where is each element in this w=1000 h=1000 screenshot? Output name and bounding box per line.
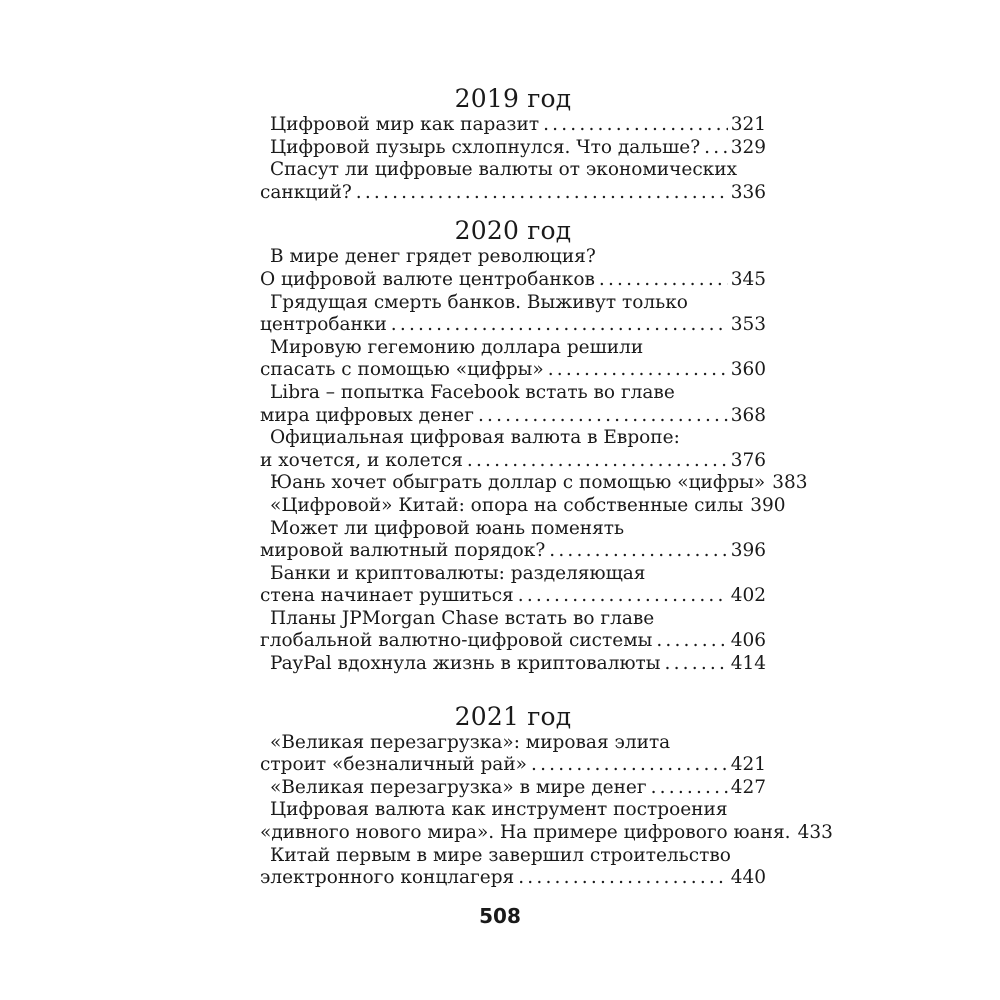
toc-section bbox=[260, 84, 766, 204]
toc-entry-title-line: центробанки bbox=[260, 314, 387, 336]
toc-entry-title-line: «дивного нового мира». На примере цифрового юаня. bbox=[260, 822, 791, 844]
toc-section bbox=[260, 701, 833, 890]
section-title: 2019 год bbox=[454, 84, 572, 113]
toc-entry-page-number: 321 bbox=[730, 114, 766, 135]
dot-leader bbox=[478, 405, 728, 428]
toc-entry bbox=[260, 845, 766, 890]
dot-leader bbox=[665, 653, 728, 676]
toc-entry-last-line bbox=[260, 314, 766, 337]
dot-leader bbox=[391, 314, 728, 337]
toc-entry-last-line bbox=[260, 630, 766, 653]
page-number: 508 bbox=[479, 904, 521, 928]
toc-entry-page-number: 345 bbox=[730, 268, 766, 290]
toc-entry-page-number: 406 bbox=[730, 630, 766, 652]
toc-entry bbox=[260, 292, 766, 337]
section-title: 2020 год bbox=[454, 216, 572, 246]
section-title: 2021 год bbox=[454, 701, 572, 731]
toc-entry bbox=[260, 732, 766, 777]
toc-entry-last-line bbox=[260, 494, 786, 518]
toc-entry-page-number: 402 bbox=[730, 585, 766, 607]
dot-leader bbox=[549, 540, 727, 563]
toc-entry-last-line bbox=[260, 867, 766, 890]
toc-entry-title-line: мировой валютный порядок? bbox=[260, 540, 546, 562]
toc-entry-title-line: Юань хочет обыграть доллар с помощью «цифры» bbox=[270, 472, 766, 494]
toc-entry-page-number: 427 bbox=[730, 776, 766, 798]
dot-leader bbox=[651, 777, 728, 800]
dot-leader bbox=[599, 269, 728, 292]
toc-entry-page-number: 414 bbox=[730, 653, 766, 675]
toc-entry-title-line: и хочется, и колется bbox=[260, 449, 463, 471]
toc-entry bbox=[260, 777, 766, 800]
toc-entry-page-number: 353 bbox=[730, 314, 766, 336]
dot-leader bbox=[467, 450, 728, 473]
toc-entry bbox=[260, 518, 766, 563]
toc-entry-page-number: 433 bbox=[797, 822, 833, 844]
toc-entry-title-line: мира цифровых денег bbox=[260, 404, 474, 426]
toc-section bbox=[260, 216, 808, 675]
toc-entry-page-number: 421 bbox=[730, 754, 766, 776]
toc-entry-title-line: О цифровой валюте центробанков bbox=[260, 268, 595, 290]
toc-entry-page-number: 440 bbox=[730, 867, 766, 889]
toc-entry-title-line: «Великая перезагрузка»: мировая элита bbox=[270, 731, 671, 753]
toc-entry bbox=[260, 337, 766, 382]
dot-leader bbox=[356, 182, 728, 205]
toc-entry-last-line bbox=[260, 472, 808, 495]
toc-entry-last-line bbox=[260, 540, 766, 563]
toc-entry bbox=[260, 114, 766, 137]
toc-entry-page-number: 329 bbox=[730, 136, 766, 158]
dot-leader bbox=[543, 114, 728, 137]
toc-entry-last-line bbox=[260, 822, 833, 845]
toc-entry-page-number: 336 bbox=[730, 181, 766, 203]
toc-entry-last-line bbox=[260, 653, 766, 676]
toc-entry-title-line: Libra – попытка Facebook встать во главе bbox=[270, 381, 675, 403]
toc-entry bbox=[260, 608, 766, 653]
toc-entry bbox=[260, 494, 786, 518]
dot-leader bbox=[518, 585, 728, 608]
toc-entry-title-line: спасать с помощью «цифры» bbox=[260, 359, 544, 381]
dot-leader bbox=[548, 359, 728, 382]
dot-leader bbox=[518, 867, 727, 890]
toc-entry-title-line: Китай первым в мире завершил строительство bbox=[270, 844, 731, 866]
dot-leader bbox=[656, 630, 727, 653]
toc-entry-last-line bbox=[260, 359, 766, 382]
dot-leader bbox=[531, 754, 728, 777]
toc-entry bbox=[260, 653, 766, 676]
toc-entry-title-line: Спасут ли цифровые валюты от экономических bbox=[270, 159, 738, 181]
toc-entry-last-line bbox=[260, 269, 766, 292]
toc-entry-title-line: Может ли цифровой юань поменять bbox=[270, 517, 625, 539]
toc-entry-title-line: PayPal вдохнула жизнь в криптовалюты bbox=[270, 653, 661, 675]
toc-entry-title-line: Грядущая смерть банков. Выживут только bbox=[270, 291, 688, 313]
toc-entry-last-line bbox=[260, 754, 766, 777]
toc-entry bbox=[260, 159, 766, 204]
toc-entry-title-line: Цифровой пузырь схлопнулся. Что дальше? bbox=[270, 136, 701, 158]
toc-entry-page-number: 376 bbox=[730, 449, 766, 471]
toc-entry-last-line bbox=[260, 777, 766, 800]
toc-entry-page-number: 383 bbox=[772, 472, 808, 494]
toc-entry-last-line bbox=[260, 182, 766, 205]
toc-entry-page-number: 390 bbox=[750, 494, 786, 516]
toc-entry bbox=[260, 563, 766, 608]
table-of-contents bbox=[260, 84, 833, 890]
toc-entry-title-line: Цифровая валюта как инструмент построения bbox=[270, 799, 728, 821]
toc-entry-last-line bbox=[260, 585, 766, 608]
toc-entry-title-line: Мировую гегемонию доллара решили bbox=[270, 336, 644, 358]
toc-entry bbox=[260, 427, 766, 472]
toc-entry-title-line: глобальной валютно-цифровой системы bbox=[260, 630, 653, 652]
toc-entry-title-line: В мире денег грядет революция? bbox=[270, 246, 596, 268]
toc-entry-title-line: «Великая перезагрузка» в мире денег bbox=[270, 776, 647, 798]
toc-entry-last-line bbox=[260, 450, 766, 473]
toc-entry bbox=[260, 137, 766, 160]
toc-entry-title-line: «Цифровой» Китай: опора на собственные силы bbox=[270, 494, 744, 516]
toc-entry bbox=[260, 382, 766, 427]
toc-entry-page-number: 368 bbox=[730, 404, 766, 426]
toc-entry-title-line: Банки и криптовалюты: разделяющая bbox=[270, 562, 646, 584]
toc-entry-page-number: 396 bbox=[730, 540, 766, 562]
toc-entry-last-line bbox=[260, 114, 766, 137]
toc-entry-title-line: Планы JPMorgan Chase встать во главе bbox=[270, 607, 655, 629]
toc-entry-title-line: стена начинает рушиться bbox=[260, 585, 514, 607]
toc-entry bbox=[260, 472, 808, 495]
toc-entry-title-line: Официальная цифровая валюта в Европе: bbox=[270, 427, 680, 449]
toc-entry-title-line: Цифровой мир как паразит bbox=[270, 114, 540, 135]
toc-entry-title-line: санкций? bbox=[260, 181, 352, 203]
toc-entry-last-line bbox=[260, 137, 766, 160]
toc-entry bbox=[260, 246, 766, 291]
toc-entry-title-line: строит «безналичный рай» bbox=[260, 754, 527, 776]
toc-entry bbox=[260, 799, 833, 844]
toc-entry-title-line: электронного концлагеря bbox=[260, 867, 515, 889]
dot-leader bbox=[704, 137, 728, 160]
toc-entry-last-line bbox=[260, 405, 766, 428]
toc-entry-page-number: 360 bbox=[730, 359, 766, 381]
